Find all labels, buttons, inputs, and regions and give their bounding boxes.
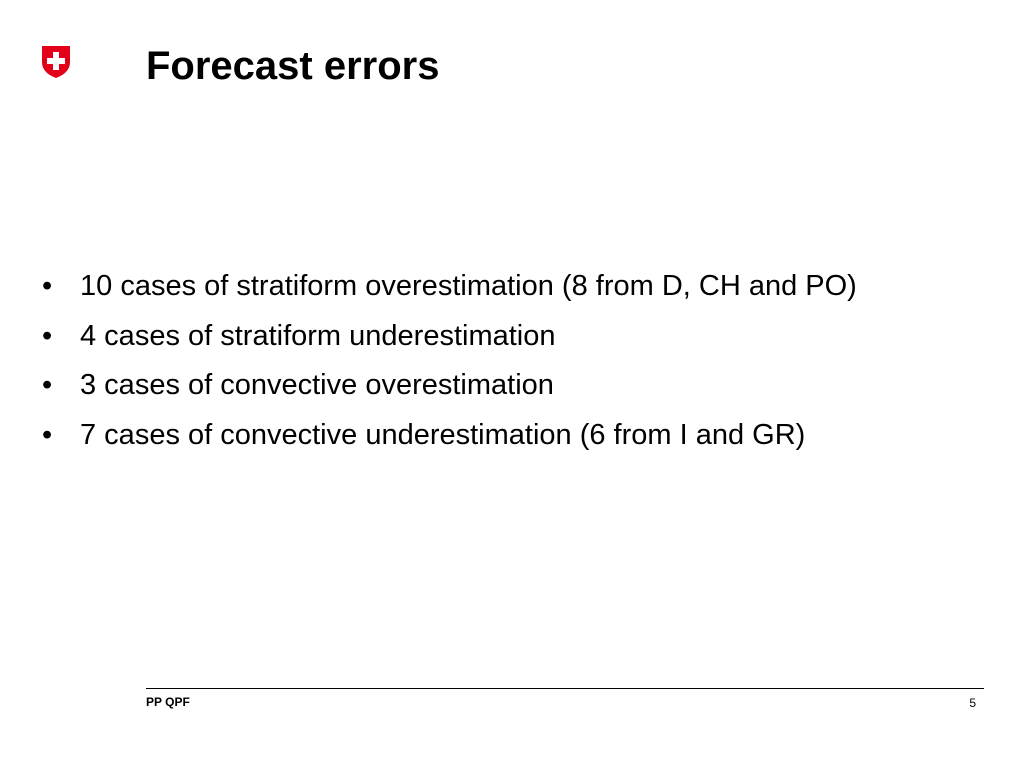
bullet-item [42,411,857,461]
page-number: 5 [969,696,976,710]
bullet-text: 10 cases of stratiform overestimation (8 from D, CH and PO) [80,270,857,302]
swiss-shield-icon [40,44,72,80]
bullet-text: 7 cases of convective underestimation (6 from I and GR) [80,418,806,451]
slide-title: Forecast errors [146,44,440,88]
bullet-marker: • [42,319,53,352]
bullet-item [42,262,857,312]
bullet-item [42,312,857,362]
bullet-list [42,262,857,460]
footer-label: PP QPF [146,695,190,709]
bullet-text: 3 cases of convective overestimation [80,369,554,401]
bullet-marker: • [42,369,53,401]
bullet-marker: • [42,418,53,451]
bullet-marker: • [42,270,53,302]
footer-divider [146,688,984,689]
bullet-text: 4 cases of stratiform underestimation [80,319,556,352]
bullet-item [42,361,857,411]
